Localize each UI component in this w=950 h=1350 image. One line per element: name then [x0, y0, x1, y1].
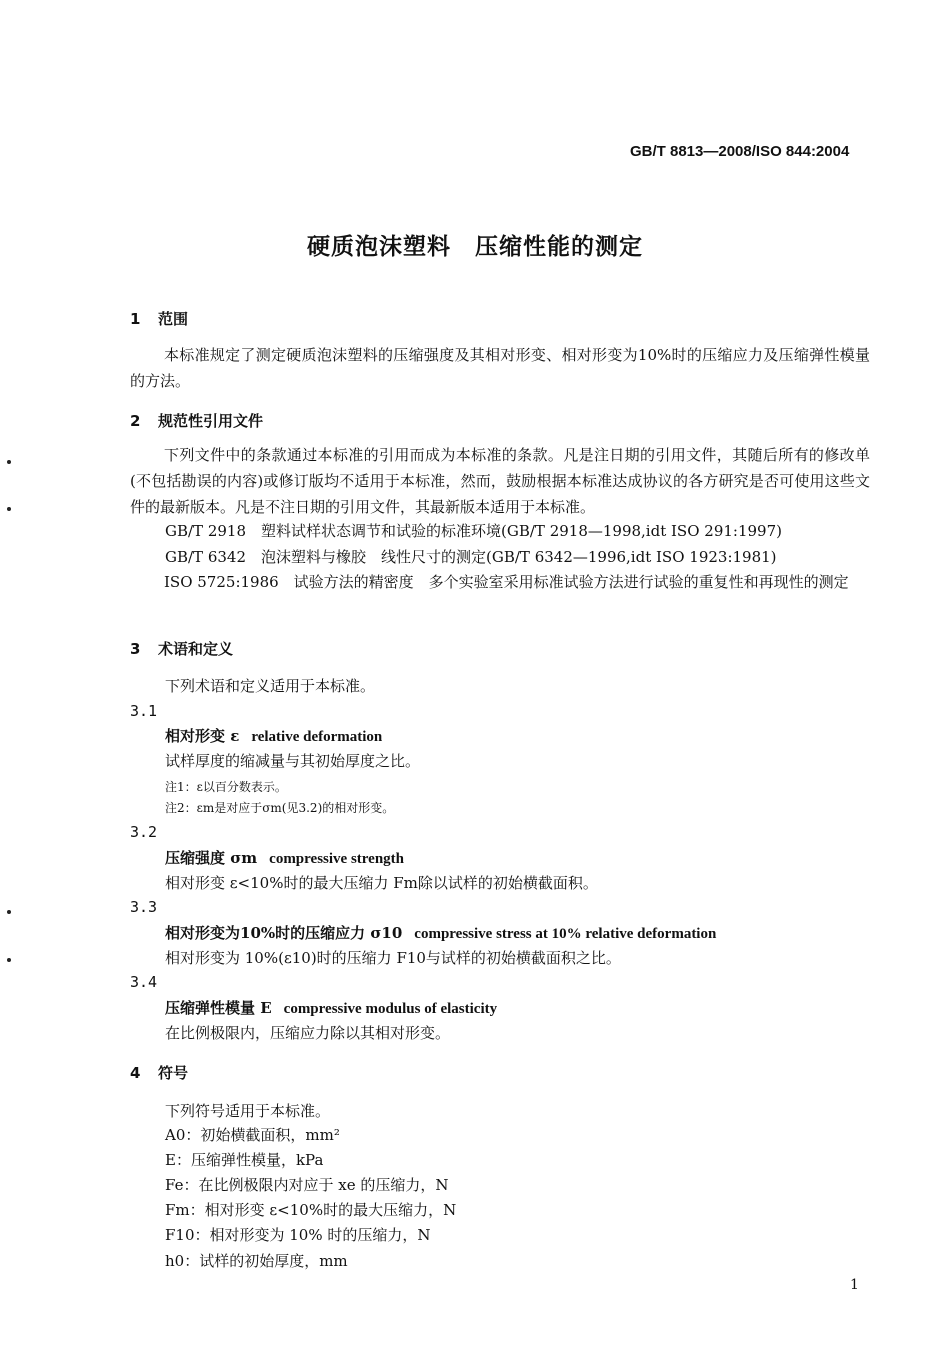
term-heading: [165, 997, 497, 1018]
term-heading: [165, 847, 404, 868]
scan-mark: [7, 507, 11, 511]
term-heading: [165, 922, 716, 943]
reference-item: ISO 5725:1986 试验方法的精密度 多个实验室采用标准试验方法进行试验的重复性和再现性的测定: [164, 573, 849, 591]
term-en: compressive stress at 10% relative deformation: [414, 926, 717, 942]
section-number: 1: [130, 310, 141, 328]
symbol-item: F10：相对形变为 10% 时的压缩力，N: [165, 1226, 431, 1244]
standard-code: GB/T 8813—2008/ISO 844:2004: [630, 143, 850, 160]
symbol-item: Fm：相对形变 ε<10%时的最大压缩力，N: [165, 1201, 457, 1219]
term-number: 3.2: [130, 823, 158, 841]
section-3-heading: [130, 638, 233, 659]
term-cn: 压缩弹性模量 E: [165, 999, 272, 1017]
page-number: 1: [850, 1277, 859, 1293]
term-en: relative deformation: [251, 729, 383, 745]
section-2-body: 下列文件中的条款通过本标准的引用而成为本标准的条款。凡是注日期的引用文件，其随后所有的修改单(不包括勘误的内容)或修订版均不适用于本标准，然而，鼓励根据本标准达成协议的各方研究是否可使用这些文件的最新版本。凡是不注日期的引用文件，其最新版本适用于本标准。: [130, 446, 870, 516]
term-heading: [165, 725, 382, 746]
reference-item: GB/T 6342 泡沫塑料与橡胶 线性尺寸的测定(GB/T 6342—1996,idt ISO 1923:1981): [165, 548, 777, 566]
term-number: 3.3: [130, 898, 158, 916]
symbol-item: E：压缩弹性模量，kPa: [165, 1151, 324, 1169]
section-title: 规范性引用文件: [158, 412, 264, 430]
term-cn: 相对形变为10%时的压缩应力 σ10: [165, 924, 403, 942]
section-2-heading: [130, 410, 263, 431]
section-number: 3: [130, 640, 141, 658]
scan-mark: [7, 460, 11, 464]
section-1-heading: [130, 308, 188, 329]
section-title: 范围: [158, 310, 189, 328]
term-definition: 相对形变 ε<10%时的最大压缩力 Fm除以试样的初始横截面积。: [165, 874, 598, 892]
section-1-body: 本标准规定了测定硬质泡沫塑料的压缩强度及其相对形变、相对形变为10%时的压缩应力及压缩弹性模量的方法。: [130, 346, 870, 390]
page-title: 硬质泡沫塑料 压缩性能的测定: [307, 234, 643, 260]
symbol-item: Fe：在比例极限内对应于 xe 的压缩力，N: [165, 1176, 449, 1194]
section-title: 符号: [158, 1064, 189, 1082]
reference-item: GB/T 2918 塑料试样状态调节和试验的标准环境(GB/T 2918—1998,idt ISO 291:1997): [165, 522, 782, 540]
symbol-item: h0：试样的初始厚度，mm: [165, 1252, 348, 1270]
section-4-intro: 下列符号适用于本标准。: [165, 1102, 331, 1120]
term-cn: 压缩强度 σm: [165, 849, 258, 867]
term-note: 注2：εm是对应于σm(见3.2)的相对形变。: [165, 801, 395, 815]
symbol-item: A0：初始横截面积，mm²: [165, 1126, 340, 1144]
term-definition: 试样厚度的缩减量与其初始厚度之比。: [165, 752, 421, 770]
section-title: 术语和定义: [158, 640, 234, 658]
term-number: 3.4: [130, 973, 158, 991]
term-en: compressive strength: [269, 851, 405, 867]
term-definition: 相对形变为 10%(ε10)时的压缩力 F10与试样的初始横截面积之比。: [165, 949, 621, 967]
section-number: 4: [130, 1064, 141, 1082]
term-number: 3.1: [130, 702, 158, 720]
section-number: 2: [130, 412, 141, 430]
scan-mark: [7, 910, 11, 914]
term-cn: 相对形变 ε: [165, 727, 240, 745]
scan-mark: [7, 958, 11, 962]
section-4-heading: [130, 1062, 188, 1083]
term-en: compressive modulus of elasticity: [283, 1001, 498, 1017]
section-3-intro: 下列术语和定义适用于本标准。: [165, 677, 376, 695]
term-definition: 在比例极限内，压缩应力除以其相对形变。: [165, 1024, 451, 1042]
term-note: 注1：ε以百分数表示。: [165, 780, 287, 794]
